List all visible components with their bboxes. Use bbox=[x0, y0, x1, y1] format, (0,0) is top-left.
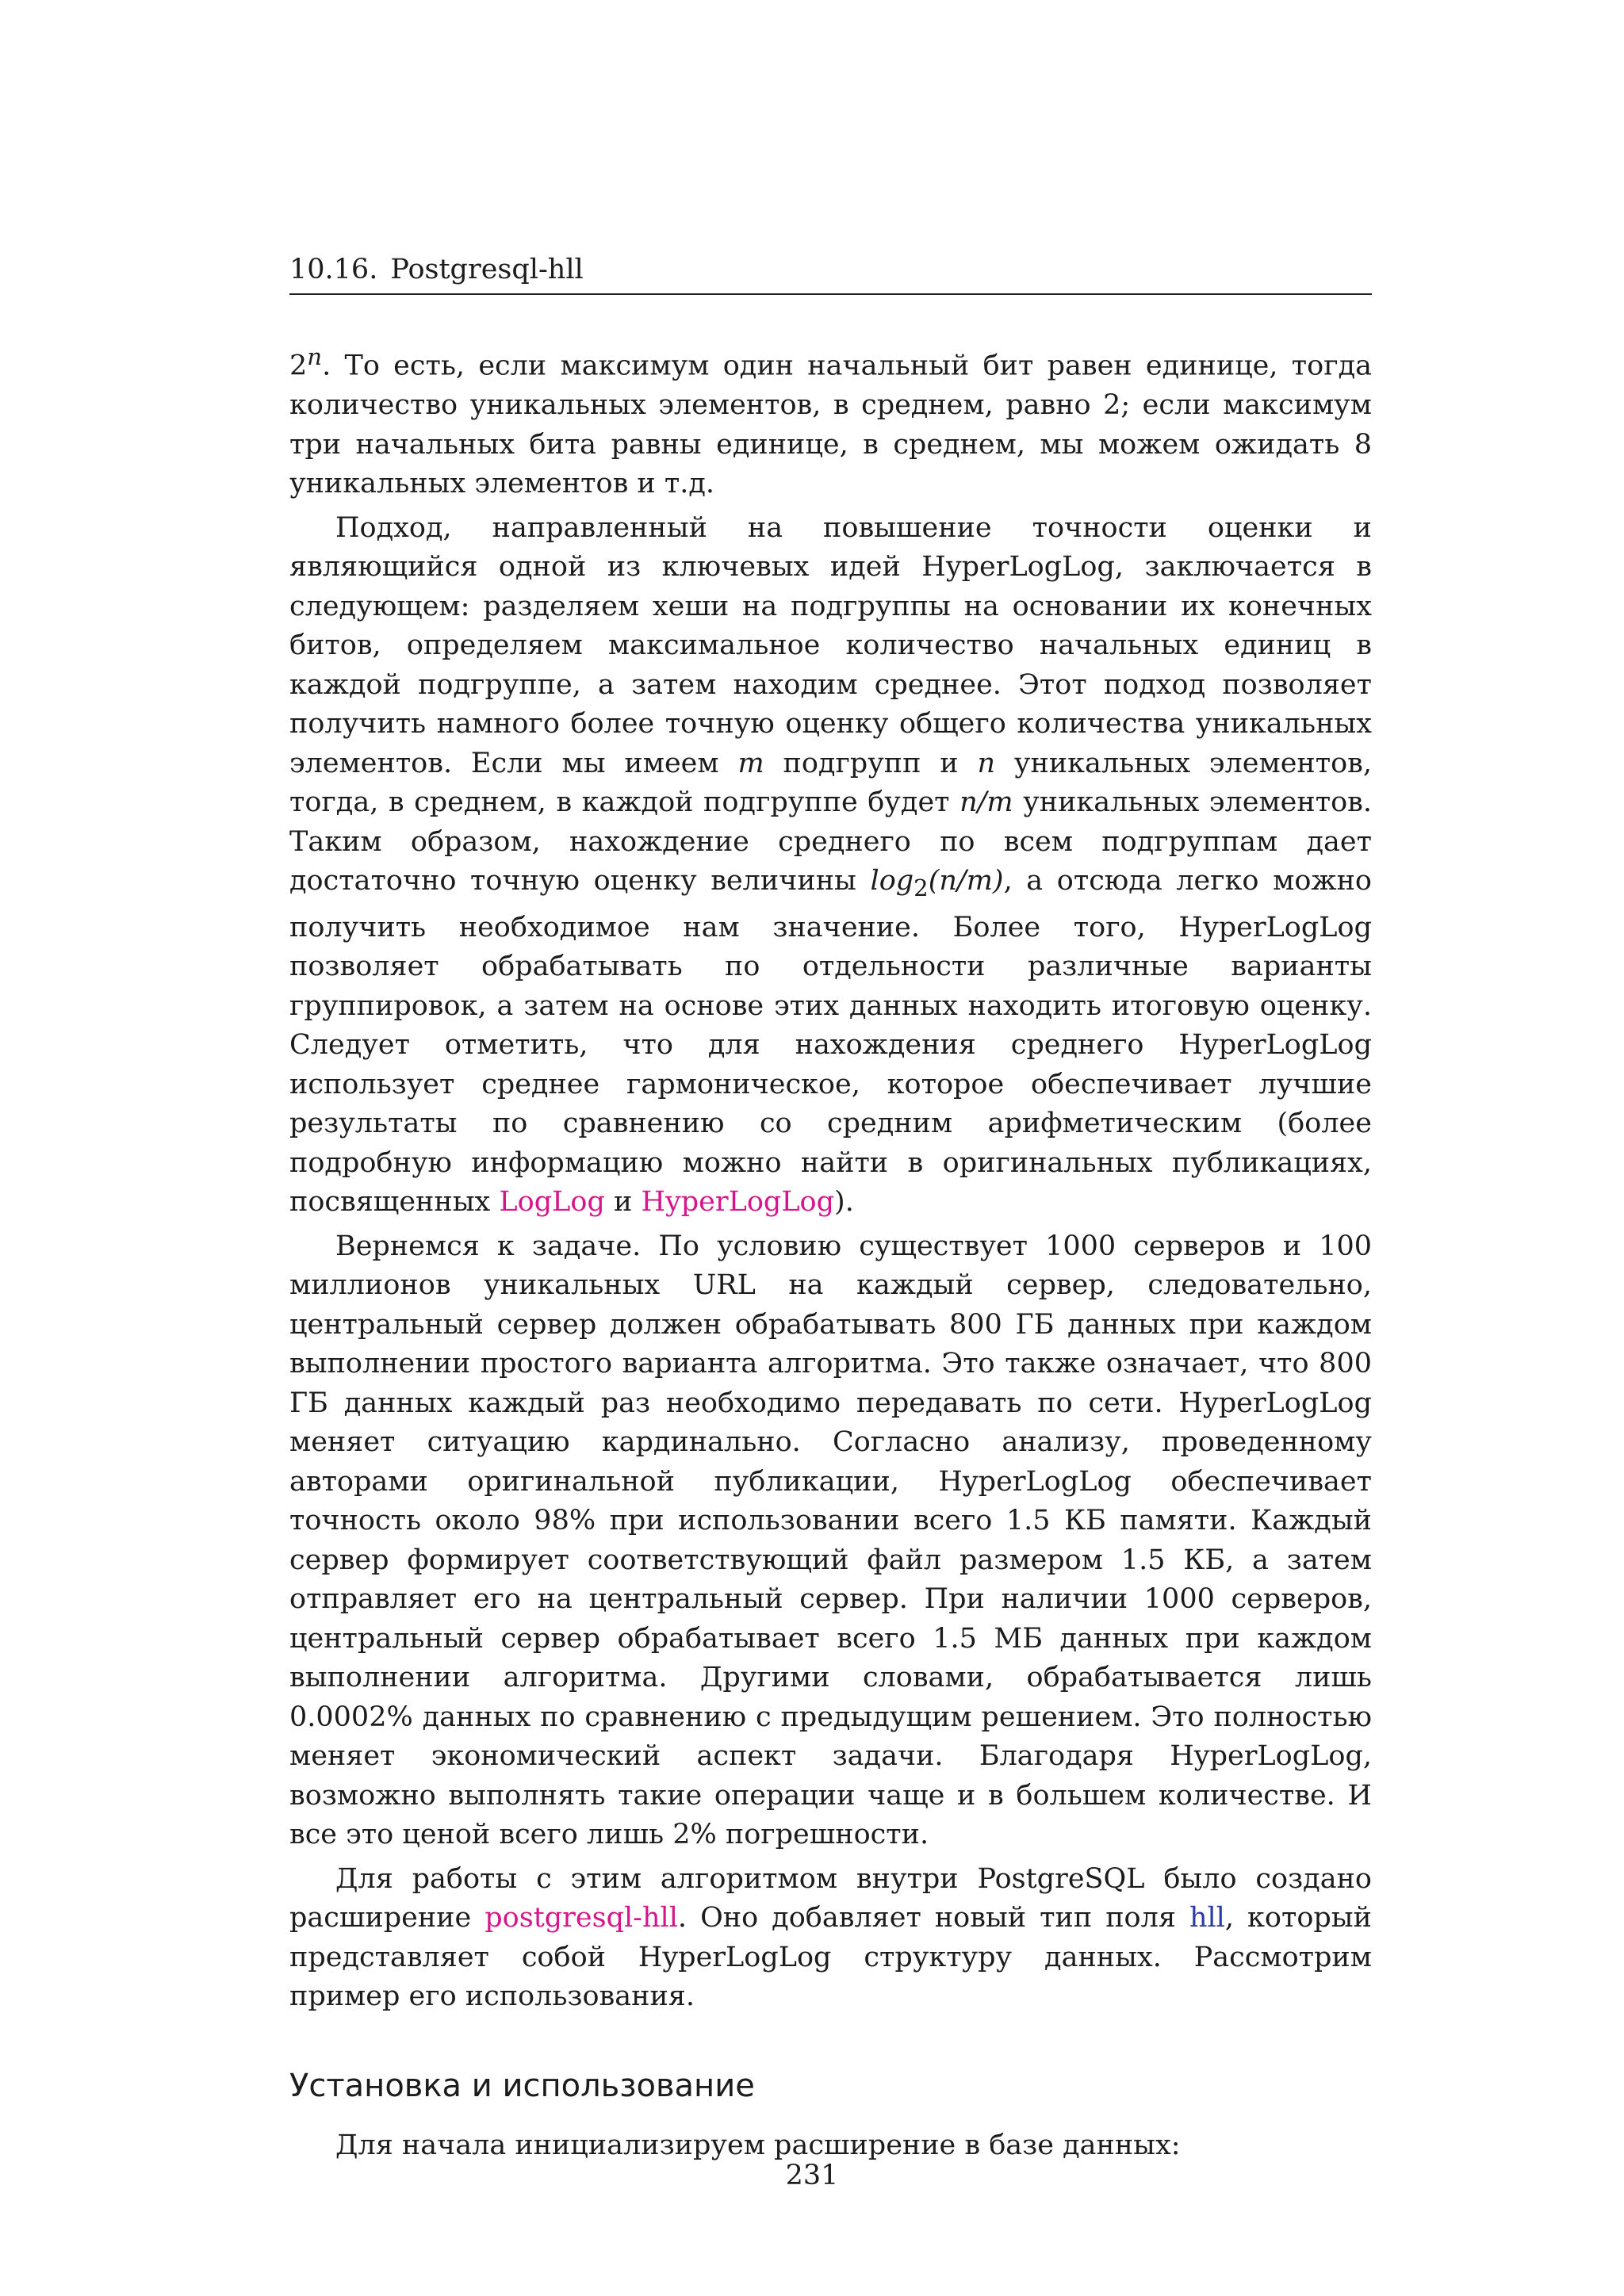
paragraph-3 bbox=[289, 1227, 1372, 1855]
paragraph-1-text: . То есть, если максимум один начальный бит равен единице, тогда количество уникальных элементов, в среднем, равно 2; если максимум три начальных бита равны единице, в среднем, мы можем ожидать 8 уникальных элементов и т.д. bbox=[289, 350, 1372, 500]
power-base: 2 bbox=[289, 350, 308, 382]
p4-text-1: Для работы с этим алгоритмом внутри PostgreSQL было создано расширение bbox=[289, 1862, 1372, 1934]
running-header bbox=[289, 252, 1372, 295]
paragraph-3-text: Вернемся к задаче. По условию существует 1000 серверов и 100 миллионов уникальных URL на каждый сервер, следовательно, центральный сервер должен обрабатывать 800 ГБ данных при каждом выполнении простого варианта алгоритма. Это также означает, что 800 ГБ данных каждый раз необходимо передавать по сети. HyperLogLog меняет ситуацию кардинально. Согласно анализу, проведенному авторами оригинальной публикации, HyperLogLog обеспечивает точность около 98% при использовании всего 1.5 КБ памяти. Каждый сервер формирует соответствующий файл размером 1.5 КБ, а затем отправляет его на центральный сервер. При наличии 1000 серверов, центральный сервер обрабатывает всего 1.5 МБ данных при каждом выполнении алгоритма. Другими словами, обрабатывается лишь 0.0002% данных по сравнению с предыдущим решением. Это полностью меняет экономический аспект задачи. Благодаря HyperLogLog, возможно выполнять такие операции чаще и в большем количестве. И все это ценой всего лишь 2% погрешности. bbox=[289, 1230, 1372, 1851]
subsection-intro: Для начала инициализируем расширение в базе данных: bbox=[335, 2129, 1181, 2161]
header-section-number: 10.16. bbox=[289, 254, 378, 285]
page-content bbox=[289, 252, 1372, 2170]
math-log: log bbox=[870, 865, 914, 897]
power-exponent: n bbox=[307, 343, 323, 370]
paragraph-1 bbox=[289, 338, 1372, 504]
p2-text-5: , а отсюда легко можно получить необходимое нам значение. Более того, HyperLogLog позволяет обрабатывать по отдельности различные варианты группировок, а затем на основе этих данных находить итоговую оценку. Следует отметить, что для нахождения среднего HyperLogLog использует среднее гармоническое, которое обеспечивает лучшие результаты по сравнению со средним арифметическим (более подробную информацию можно найти в оригинальных публикациях, посвященных bbox=[289, 865, 1372, 1219]
math-log-base: 2 bbox=[914, 874, 929, 902]
p2-text-1: Подход, направленный на повышение точности оценки и являющийся одной из ключевых идей HyperLogLog, заключается в следующем: разделяем хеши на подгруппы на основании их конечных битов, определяем максимальное количество начальных единиц в каждой подгруппе, а затем находим среднее. Этот подход позволяет получить намного более точную оценку общего количества уникальных элементов. Если мы имеем bbox=[289, 511, 1372, 779]
hll-type-link[interactable]: hll bbox=[1189, 1902, 1225, 1934]
math-n-over-m: n/m bbox=[959, 786, 1013, 819]
page-number: 231 bbox=[785, 2160, 839, 2191]
p2-text-6: и bbox=[604, 1186, 642, 1219]
math-m: m bbox=[737, 747, 764, 779]
math-log-arg: (n/m) bbox=[928, 865, 1004, 897]
hyperloglog-link[interactable]: HyperLogLog bbox=[641, 1186, 835, 1219]
header-section-title: Postgresql-hll bbox=[390, 254, 584, 285]
p2-text-4: уникальных элементов. Таким образом, нахождение среднего по всем подгруппам дает достаточно точную оценку величины bbox=[289, 786, 1372, 897]
subsection-heading: Установка и использование bbox=[289, 2067, 755, 2104]
paragraph-4 bbox=[289, 1860, 1372, 2017]
paragraph-2 bbox=[289, 509, 1372, 1223]
body-text bbox=[289, 338, 1372, 2165]
p2-text-7: ). bbox=[834, 1186, 854, 1219]
math-n: n bbox=[977, 747, 996, 779]
p2-text-2: подгрупп и bbox=[764, 747, 978, 779]
p2-text-3: уникальных элементов, тогда, в среднем, в каждой подгруппе будет bbox=[289, 747, 1373, 819]
p4-text-2: . Оно добавляет новый тип поля bbox=[677, 1902, 1189, 1934]
p4-text-3: , который представляет собой HyperLogLog структуру данных. Рассмотрим пример его использования. bbox=[289, 1902, 1372, 2013]
loglog-link[interactable]: LogLog bbox=[499, 1186, 605, 1219]
postgresql-hll-link[interactable]: postgresql-hll bbox=[485, 1902, 678, 1934]
